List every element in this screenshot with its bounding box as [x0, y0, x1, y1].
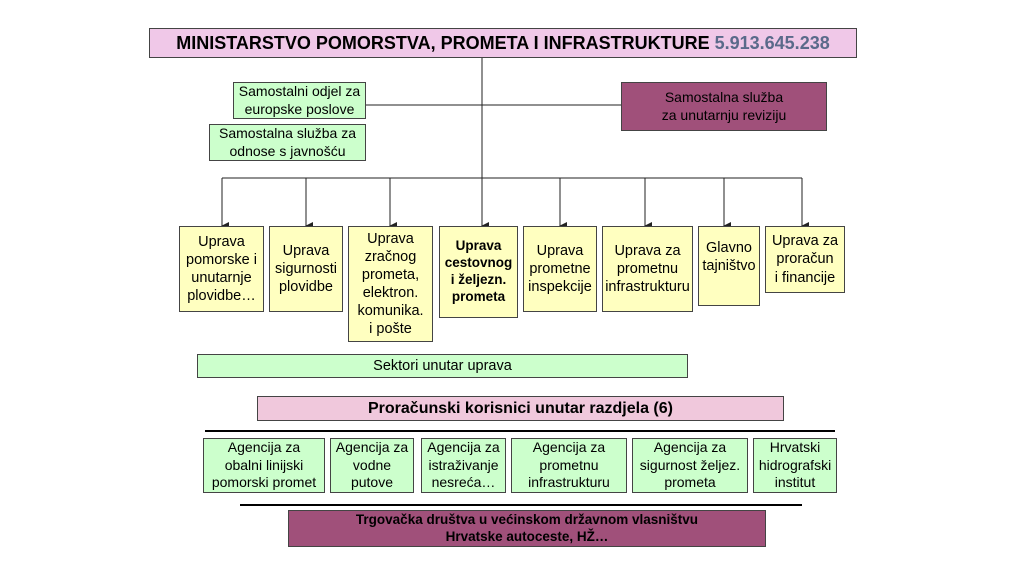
ministry-title: MINISTARSTVO POMORSTVA, PROMETA I INFRASTRUKTURE	[176, 32, 710, 53]
directorate-navigation-safety	[269, 226, 343, 312]
directorate-budget-finance	[765, 226, 845, 293]
directorate-maritime	[179, 226, 264, 312]
budget-users-box	[257, 396, 784, 421]
agency-label: Agencija za istraživanje nesreća…	[427, 439, 500, 491]
internal-audit-box	[621, 82, 827, 131]
directorate-air-traffic	[348, 226, 433, 342]
directorate-label: Uprava za prometnu infrastrukturu	[605, 242, 690, 296]
internal-audit-label: Samostalna služba za unutarnju reviziju	[661, 89, 787, 123]
agency-railway-safety	[632, 438, 748, 493]
agency-accident-investigation	[421, 438, 506, 493]
agency-label: Agencija za prometnu infrastrukturu	[528, 439, 610, 491]
state-companies-box	[288, 510, 766, 547]
ministry-title-box	[149, 28, 857, 58]
directorate-label: Uprava zračnog prometa, elektron. komunika. i pošte	[357, 230, 424, 338]
side-unit-label: Samostalni odjel za europske poslove	[238, 83, 361, 117]
agency-coastal-shipping	[203, 438, 325, 493]
directorate-label: Uprava sigurnosti plovidbe	[274, 242, 338, 296]
agency-label: Hrvatski hidrografski institut	[758, 439, 832, 491]
state-companies-line2: Hrvatske autoceste, HŽ…	[445, 528, 609, 544]
ministry-amount: 5.913.645.238	[714, 32, 830, 53]
directorate-label: Uprava prometne inspekcije	[528, 242, 592, 296]
sectors-label: Sektori unutar uprava	[373, 357, 512, 374]
directorate-road-rail	[439, 226, 518, 318]
directorate-transport-infrastructure	[602, 226, 693, 312]
state-companies-line1: Trgovačka društva u većinskom državnom vlasništvu	[355, 511, 699, 527]
side-unit-eu-affairs	[233, 82, 366, 119]
hydrographic-institute	[753, 438, 837, 493]
agency-label: Agencija za vodne putove	[335, 439, 409, 491]
side-unit-label: Samostalna služba za odnose s javnošću	[219, 125, 356, 159]
sectors-box	[197, 354, 688, 378]
agency-label: Agencija za sigurnost željez. prometa	[639, 439, 741, 491]
directorate-label: Uprava cestovnog i željezn. prometa	[444, 238, 513, 304]
directorate-label: Glavno tajništvo	[702, 240, 756, 275]
agency-label: Agencija za obalni linijski pomorski promet	[211, 439, 317, 491]
directorate-label: Uprava za proračun i financije	[771, 233, 839, 286]
agency-inland-waterways	[330, 438, 414, 493]
agency-transport-infrastructure	[511, 438, 627, 493]
directorate-general-secretariat	[698, 226, 760, 306]
directorate-traffic-inspection	[523, 226, 597, 312]
directorate-label: Uprava pomorske i unutarnje plovidbe…	[186, 233, 257, 305]
budget-users-label: Proračunski korisnici unutar razdjela (6)	[368, 399, 673, 417]
side-unit-public-relations	[209, 124, 366, 161]
